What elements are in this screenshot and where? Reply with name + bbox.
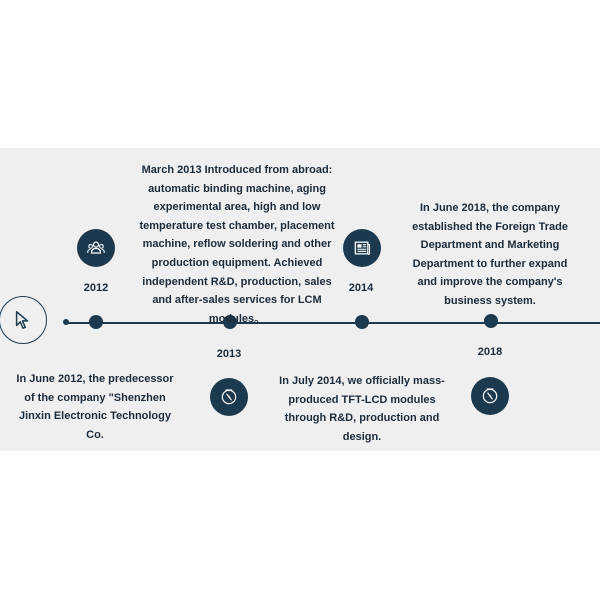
event-2018-line: business system. <box>444 294 536 307</box>
event-2018-line: Department and Marketing <box>420 239 560 252</box>
timeline-dot-2018[interactable] <box>484 314 498 328</box>
compass-icon <box>480 386 500 406</box>
timeline-start-dot <box>63 319 69 325</box>
timeline-dot-2012[interactable] <box>89 315 103 329</box>
event-2018-year: 2018 <box>477 346 503 358</box>
event-2014-icon-circle <box>343 229 381 267</box>
newspaper-icon <box>352 238 372 258</box>
event-2018-line: In June 2018, the company <box>420 202 560 214</box>
event-2018-line: Department to further expand <box>412 257 568 270</box>
event-2014-line: design. <box>342 430 382 443</box>
event-2018-description <box>405 199 575 311</box>
event-2012-line: Co. <box>86 428 104 441</box>
event-2014-year: 2014 <box>348 282 374 294</box>
event-2013-line: production equipment. Achieved <box>151 256 323 269</box>
event-2013-line: and after-sales services for LCM <box>152 294 322 307</box>
event-2018-line: established the Foreign Trade <box>412 220 568 233</box>
compass-icon <box>219 387 239 407</box>
event-2012-icon-circle <box>77 229 115 267</box>
event-2013-year: 2013 <box>216 348 242 360</box>
cursor-arrow-icon <box>12 309 34 331</box>
event-2013-line: experimental area, high and low <box>153 201 321 214</box>
event-2018-line: and improve the company's <box>417 276 563 289</box>
event-2014-line: In July 2014, we officially mass- <box>279 375 445 387</box>
event-2012-line: Jinxin Electronic Technology <box>19 410 171 423</box>
event-2013-icon-circle <box>210 378 248 416</box>
event-2012-line: In June 2012, the predecessor <box>16 373 174 385</box>
event-2013-line: independent R&D, production, sales <box>142 275 332 288</box>
event-2013-line: March 2013 Introduced from abroad: <box>141 164 333 176</box>
event-2013-line: automatic binding machine, aging <box>148 182 326 195</box>
event-2012-line: of the company "Shenzhen <box>24 391 166 404</box>
timeline-dot-2014[interactable] <box>355 315 369 329</box>
timeline-start-button[interactable] <box>0 296 47 344</box>
event-2014-line: produced TFT-LCD modules <box>288 393 436 406</box>
event-2013-line: temperature test chamber, placement <box>139 219 335 232</box>
event-2018-icon-circle <box>471 377 509 415</box>
event-2012-description <box>10 370 180 444</box>
event-2013-line: machine, reflow soldering and other <box>142 238 332 251</box>
people-group-icon <box>86 238 106 258</box>
event-2013-line: modules。 <box>208 312 266 325</box>
event-2013-description <box>132 161 342 328</box>
event-2014-description <box>272 372 452 446</box>
event-2014-line: through R&D, production and <box>284 412 440 425</box>
event-2012-year: 2012 <box>83 282 109 294</box>
